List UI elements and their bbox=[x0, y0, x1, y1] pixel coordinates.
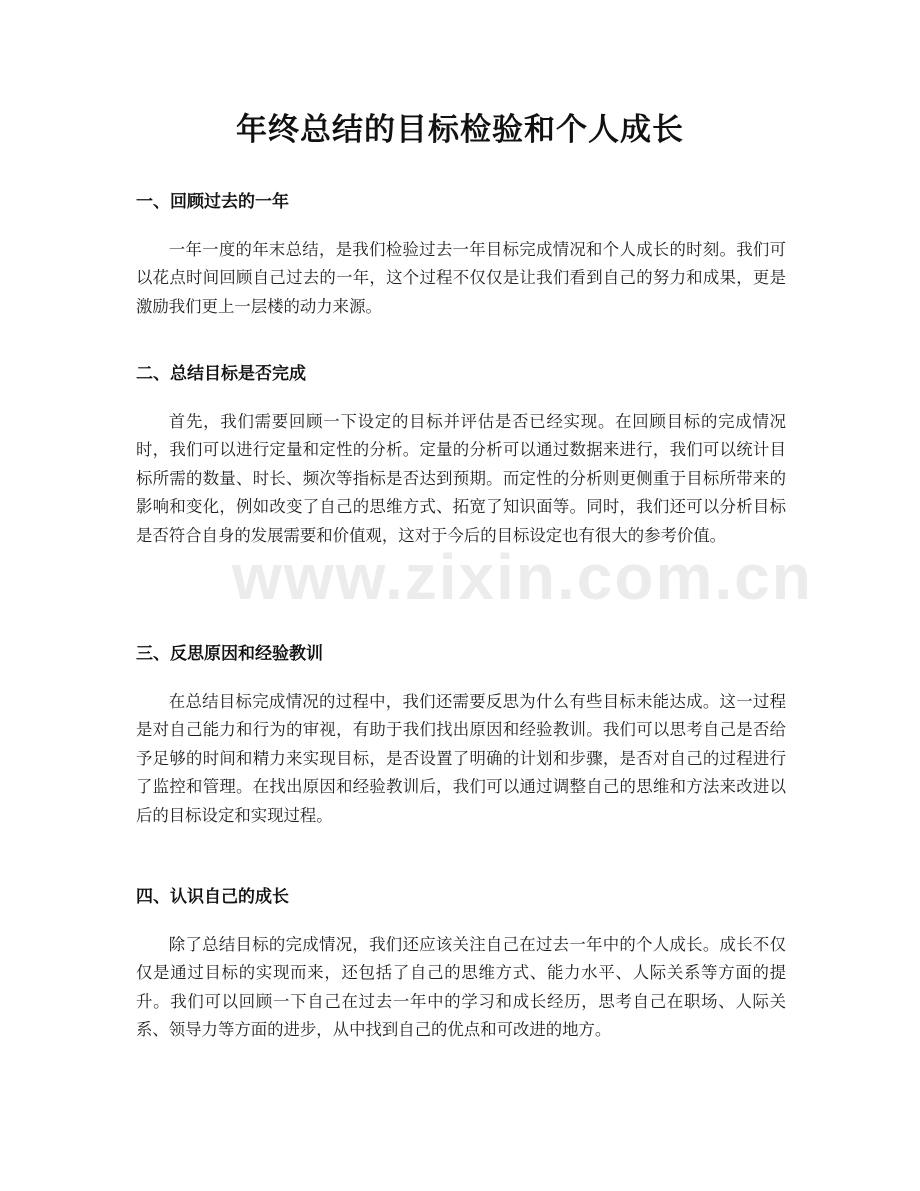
section-4 bbox=[136, 885, 786, 1045]
section-3 bbox=[136, 642, 786, 830]
page-title: 年终总结的目标检验和个人成长 bbox=[236, 112, 684, 148]
section-paragraph: 首先，我们需要回顾一下设定的目标并评估是否已经实现。在回顾目标的完成情况时，我们可以进行定量和定性的分析。定量的分析可以通过数据来进行，我们可以统计目标所需的数量、时长、频次等指标是否达到预期。而定性的分析则更侧重于目标所带来的影响和变化，例如改变了自己的思维方式、拓宽了知识面等。同时，我们还可以分析目标是否符合自身的发展需要和价值观，这对于今后的目标设定也有很大的参考价值。 bbox=[136, 412, 786, 545]
section-paragraph: 一年一度的年末总结，是我们检验过去一年目标完成情况和个人成长的时刻。我们可以花点时间回顾自己过去的一年，这个过程不仅仅是让我们看到自己的努力和成果，更是激励我们更上一层楼的动力来源。 bbox=[136, 240, 786, 316]
section-paragraph: 除了总结目标的完成情况，我们还应该关注自己在过去一年中的个人成长。成长不仅仅是通过目标的实现而来，还包括了自己的思维方式、能力水平、人际关系等方面的提升。我们可以回顾一下自己在过去一年中的学习和成长经历，思考自己在职场、人际关系、领导力等方面的进步，从中找到自己的优点和可改进的地方。 bbox=[136, 935, 786, 1040]
watermark: www.zixin.com.cn bbox=[232, 541, 813, 613]
section-2 bbox=[136, 362, 786, 550]
section-paragraph: 在总结目标完成情况的过程中，我们还需要反思为什么有些目标未能达成。这一过程是对自己能力和行为的审视，有助于我们找出原因和经验教训。我们可以思考自己是否给予足够的时间和精力来实现目标，是否设置了明确的计划和步骤，是否对自己的过程进行了监控和管理。在找出原因和经验教训后，我们可以通过调整自己的思维和方法来改进以后的目标设定和实现过程。 bbox=[136, 692, 786, 825]
section-1 bbox=[136, 190, 786, 321]
section-heading: 三、反思原因和经验教训 bbox=[136, 644, 323, 664]
section-heading: 四、认识自己的成长 bbox=[136, 887, 289, 907]
section-heading: 二、总结目标是否完成 bbox=[136, 364, 306, 384]
section-heading: 一、回顾过去的一年 bbox=[136, 192, 289, 212]
